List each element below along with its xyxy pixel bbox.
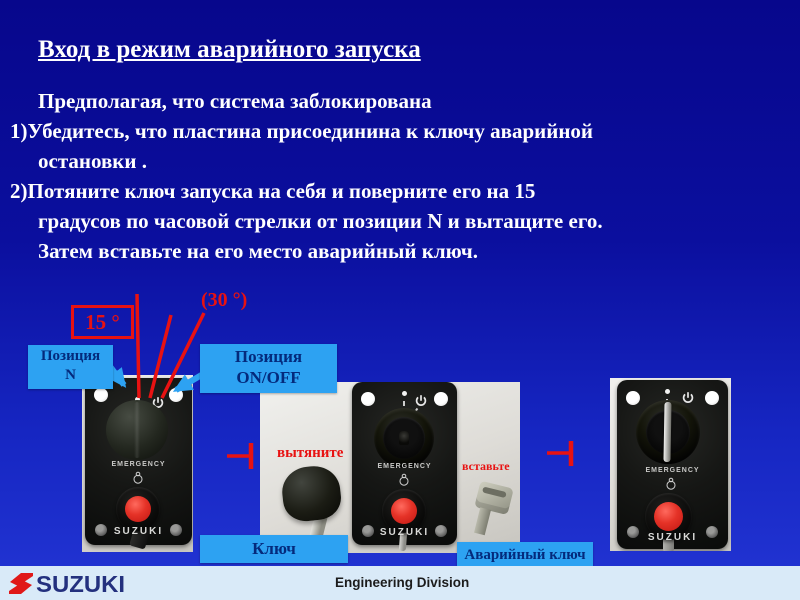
instruction-line: 2)Потяните ключ запуска на себя и поверните его на 15	[10, 179, 536, 203]
emergency-label: EMERGENCY	[645, 467, 700, 474]
pull-label: вытяните	[277, 445, 344, 461]
key-blade	[474, 507, 491, 535]
screw	[435, 525, 447, 537]
callout-text: ON/OFF	[236, 368, 301, 388]
instruction-line: 1)Убедитесь, что пластина присоединина к ключу аварийной	[10, 119, 594, 143]
emergency-stop-icon	[132, 471, 144, 484]
engineering-division-label: Engineering Division	[335, 575, 470, 590]
callout-position-n	[28, 345, 113, 389]
slide-title: Вход в режим аварийного запуска	[38, 36, 421, 63]
angle-15-label: 15 °	[85, 310, 120, 334]
screw-hole	[434, 392, 448, 406]
screw-hole	[361, 392, 375, 406]
screw-hole	[705, 391, 719, 405]
instruction-line: Затем вставьте на его место аварийный ключ.	[38, 239, 478, 263]
callout-text: Позиция	[40, 348, 101, 364]
instruction-line: остановки .	[38, 149, 148, 173]
callout-text: Позиция	[234, 347, 303, 366]
callout-emergency-key	[457, 542, 593, 568]
screw	[95, 524, 107, 536]
emergency-stop-icon	[398, 473, 410, 486]
emergency-label: EMERGENCY	[377, 463, 432, 470]
screw-hole	[626, 391, 640, 405]
panel-brand-label: SUZUKI	[379, 527, 430, 538]
inserted-key-blade	[663, 402, 671, 462]
screw-hole	[94, 388, 108, 402]
instruction-line: градусов по часовой стрелки от позиции N и вытащите его.	[38, 209, 603, 233]
callout-position-onoff	[200, 344, 337, 393]
emergency-label: EMERGENCY	[111, 461, 166, 468]
knob-head	[280, 464, 343, 524]
photo-panel-locked	[82, 375, 193, 552]
emergency-stop-icon	[665, 477, 677, 490]
ignition-knob	[106, 400, 168, 460]
n-position-mark	[402, 391, 407, 396]
photo-emergency-key-inserted	[610, 378, 731, 551]
instructions	[10, 86, 603, 266]
insert-label: вставьте	[462, 459, 510, 473]
panel-brand-label: SUZUKI	[113, 526, 164, 537]
screw	[170, 524, 182, 536]
power-icon	[414, 394, 428, 408]
emergency-stop-button	[125, 496, 151, 522]
screw-hole	[169, 388, 183, 402]
angle-30-label: (30 °)	[201, 289, 248, 311]
emergency-stop-button	[654, 502, 683, 531]
screw	[627, 526, 639, 538]
footer-bar	[0, 566, 800, 600]
callout-key	[200, 535, 348, 563]
callout-text: Ключ	[252, 539, 296, 558]
suzuki-s-logo-icon	[8, 571, 34, 596]
panel-emergency-key-inserted	[617, 380, 728, 549]
callout-text: N	[65, 366, 76, 383]
panel-locked-with-knob	[85, 378, 192, 545]
screw	[706, 526, 718, 538]
panel-brand-label: SUZUKI	[647, 532, 698, 543]
panel-key-removed	[352, 382, 457, 545]
callout-text: Аварийный ключ	[464, 547, 586, 563]
tick-mark	[403, 401, 405, 406]
angle-15-box	[71, 305, 134, 339]
instruction-line: Предполагая, что система заблокирована	[38, 89, 432, 113]
suzuki-wordmark: SUZUKI	[36, 571, 126, 597]
emergency-stop-button	[391, 498, 417, 524]
spare-emergency-key	[462, 479, 519, 541]
keyhole	[399, 431, 409, 445]
n-position-mark	[665, 389, 670, 394]
screw	[362, 525, 374, 537]
